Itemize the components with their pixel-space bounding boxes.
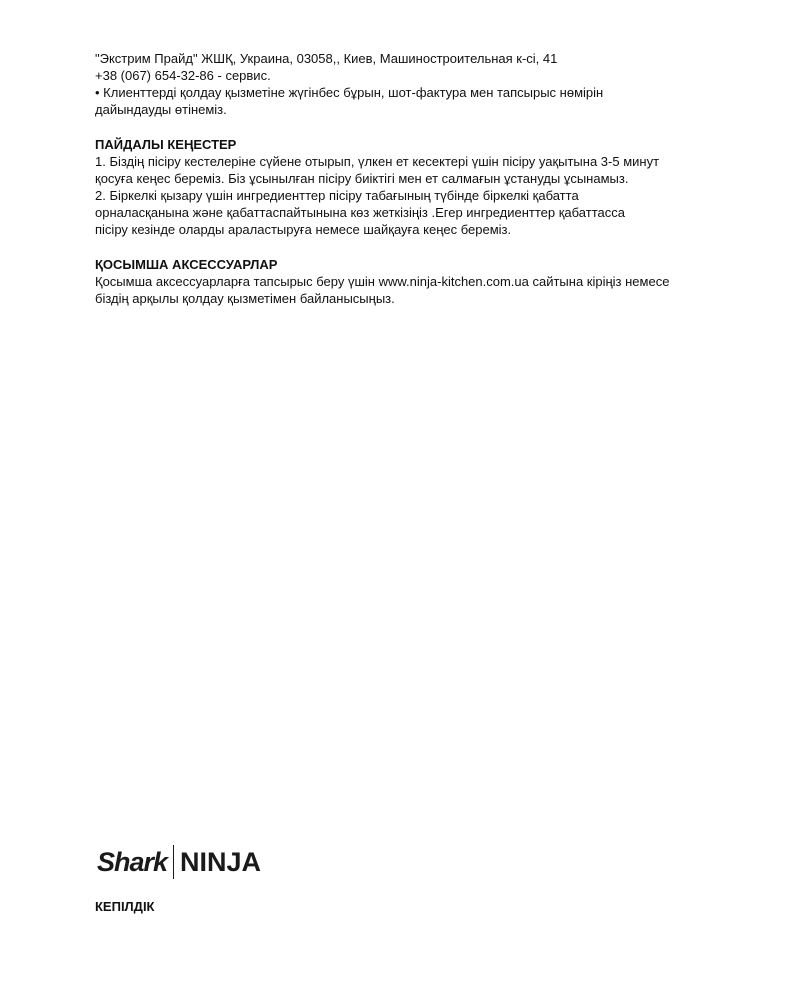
tips-line1: 1. Біздің пісіру кестелеріне сүйене отырып, үлкен ет кесектері үшін пісіру уақытына 3-5 минут bbox=[95, 154, 660, 169]
logo-divider bbox=[173, 845, 174, 879]
contact-note-line1: • Клиенттерді қолдау қызметіне жүгінбес бұрын, шот-фактура мен тапсырыс нөмірін bbox=[95, 85, 604, 100]
accessories-heading: ҚОСЫМША АКСЕССУАРЛАР bbox=[95, 257, 278, 272]
accessories-line2: біздің арқылы қолдау қызметімен байланысыңыз. bbox=[95, 291, 395, 306]
tips-line2: қосуға кеңес береміз. Біз ұсынылған пісіру биіктігі мен ет салмағын ұстануды ұсынамыз. bbox=[95, 171, 629, 186]
document-body bbox=[95, 50, 743, 307]
accessories-line1: Қосымша аксессуарларға тапсырыс беру үшін www.ninja-kitchen.com.ua сайтына кіріңіз немесе bbox=[95, 274, 670, 289]
logo-shark-text: Shark bbox=[97, 846, 168, 877]
contact-note-line2: дайындауды өтінеміз. bbox=[95, 102, 227, 117]
sharkninja-logo bbox=[97, 843, 273, 881]
logo-ninja-text: NINJA bbox=[180, 846, 262, 877]
tips-heading: ПАЙДАЛЫ КЕҢЕСТЕР bbox=[95, 137, 237, 152]
warranty-title: КЕПІЛДІК bbox=[95, 899, 155, 914]
tips-line4: орналасқанына және қабаттаспайтынына көз жеткізіңіз .Егер ингредиенттер қабаттасса bbox=[95, 205, 625, 220]
contact-phone: +38 (067) 654-32-86 - сервис. bbox=[95, 68, 271, 83]
tips-line3: 2. Біркелкі қызару үшін ингредиенттер пісіру табағының түбінде біркелкі қабатта bbox=[95, 188, 579, 203]
tips-line5: пісіру кезінде оларды араластыруға немесе шайқауға кеңес береміз. bbox=[95, 222, 512, 237]
contact-address: "Экстрим Прайд" ЖШҚ, Украина, 03058,, Киев, Машиностроительная к-сі, 41 bbox=[95, 51, 558, 66]
